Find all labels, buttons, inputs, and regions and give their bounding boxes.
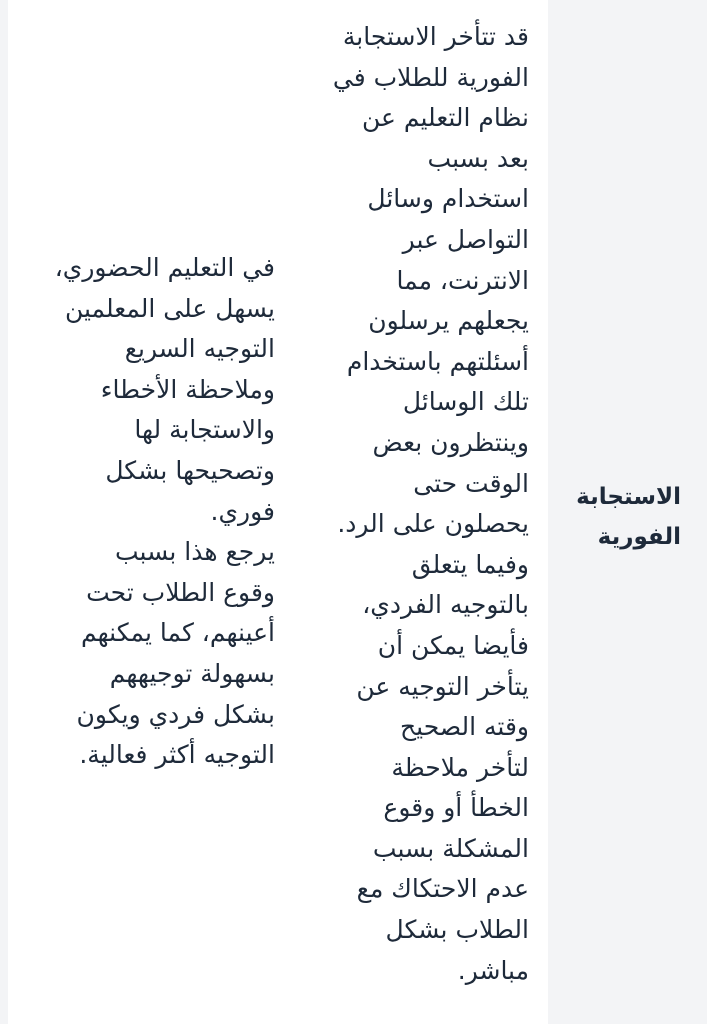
online-learning-text: قد تتأخر الاستجابة الفورية للطلاب في نظام التعليم عن بعد بسبب استخدام وسائل التواصل عبر الانترنت، مما يجعلهم يرسلون أسئلتهم باستخدام تلك الوسائل وينتظرون بعض الوقت حتى يحصلون على الرد. وفيما يتعلق بالتوجيه الفردي، فأيضا يمكن أن يتأخر التوجيه عن وقته الصحيح لتأخر ملاحظة الخطأ أو وقوع المشكلة بسبب عدم الاحتكاك مع الطلاب بشكل مباشر. <box>332 22 529 985</box>
inperson-learning-text: في التعليم الحضوري، يسهل على المعلمين التوجيه السريع وملاحظة الأخطاء والاستجابة لها وتصحيحها بشكل فوري. يرجع هذا بسبب وقوع الطلاب تحت أعينهم، كما يمكنهم بسهولة توجيههم بشكل فردي ويكون التوجيه أكثر فعالية. <box>54 253 275 770</box>
table-edge-strip <box>0 0 8 1024</box>
row-header-label: الاستجابة الفورية <box>576 484 681 550</box>
